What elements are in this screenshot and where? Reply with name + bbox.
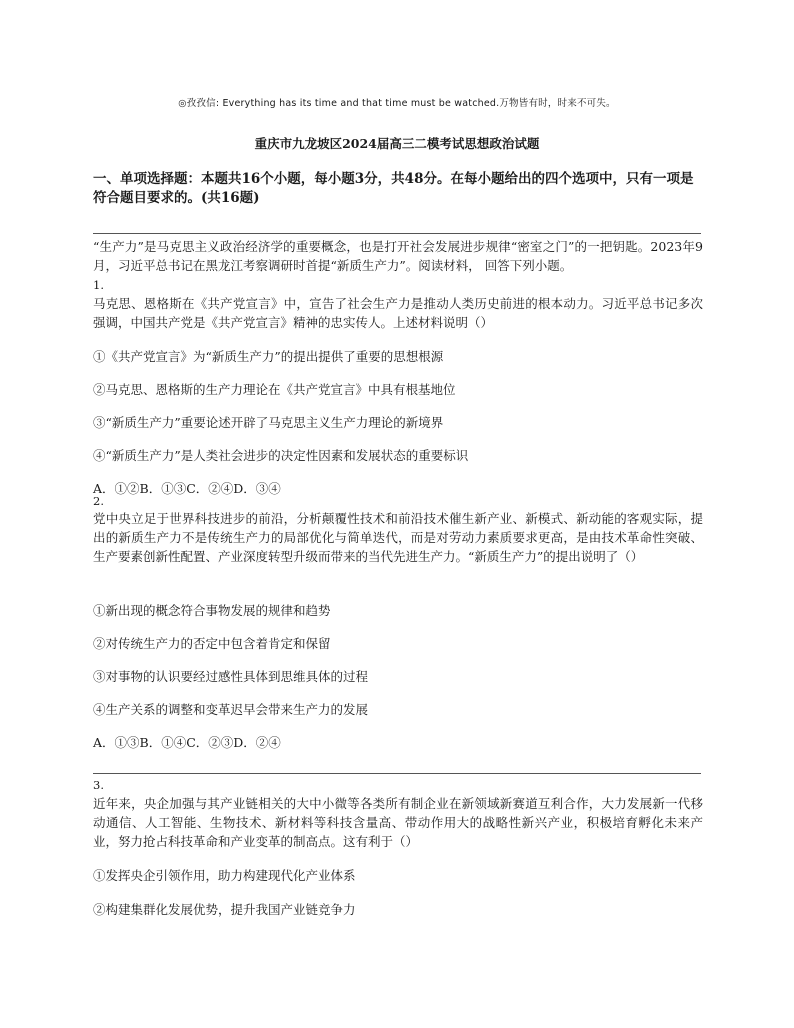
option-item: ②马克思、恩格斯的生产力理论在《共产党宣言》中具有根基地位 — [93, 382, 456, 397]
option-item: ②对传统生产力的否定中包含着肯定和保留 — [93, 636, 331, 651]
option-item: ①新出现的概念符合事物发展的规律和趋势 — [93, 603, 331, 618]
header-motto: ◎孜孜信: Everything has its time and that time must be watched.万物皆有时，时来不可失。 — [178, 98, 616, 109]
option-item: ④生产关系的调整和变革迟早会带来生产力的发展 — [93, 702, 369, 717]
question-stem: 党中央立足于世界科技进步的前沿，分析颠覆性技术和前沿技术催生新产业、新模式、新动能的客观实际，提出的新质生产力不是传统生产力的局部优化与简单迭代，而是对劳动力素质要求更高，是由技术革命性突破、生产要素创新性配置、产业深度转型升级而带来的当代先进生产力。“新质生产力”的提出说明了（） — [93, 511, 703, 564]
option-item: ④“新质生产力”是人类社会进步的决定性因素和发展状态的重要标识 — [93, 448, 469, 463]
question-number: 2. — [93, 494, 104, 508]
question-stem: 马克思、恩格斯在《共产党宣言》中，宣告了社会生产力是推动人类历史前进的根本动力。习近平总书记多次强调，中国共产党是《共产党宣言》精神的忠实传人。上述材料说明（） — [93, 296, 703, 330]
answer-choices: A．①③B．①④C．②③D．②④ — [93, 735, 281, 750]
question-stem: 近年来，央企加强与其产业链相关的大中小微等各类所有制企业在新领域新赛道互利合作，大力发展新一代移动通信、人工智能、生物技术、新材料等科技含量高、带动作用大的战略性新兴产业，积极培育孵化未来产业，努力抢占科技革命和产业变革的制高点。这有利于（） — [93, 796, 703, 849]
divider — [93, 233, 701, 234]
answer-choices: A．①②B．①③C．②④D．③④ — [93, 481, 281, 496]
option-item: ①发挥央企引领作用，助力构建现代化产业体系 — [93, 868, 356, 883]
option-item: ③“新质生产力”重要论述开辟了马克思主义生产力理论的新境界 — [93, 415, 444, 430]
question-number: 1. — [93, 278, 104, 292]
option-item: ②构建集群化发展优势，提升我国产业链竞争力 — [93, 902, 356, 917]
section-heading: 一、单项选择题：本题共16个小题，每小题3分，共48分。在每小题给出的四个选项中，只有一项是符合题目要求的。(共16题) — [93, 171, 694, 206]
option-item: ①《共产党宣言》为“新质生产力”的提出提供了重要的思想根源 — [93, 349, 444, 364]
material-text: “生产力”是马克思主义政治经济学的重要概念，也是打开社会发展进步规律“密室之门”的一把钥匙。2023年9月，习近平总书记在黑龙江考察调研时首提“新质生产力”。阅读材料， 回答下列小题。 — [93, 239, 703, 273]
question-number: 3. — [93, 778, 104, 792]
page-title: 重庆市九龙坡区2024届高三二模考试思想政治试题 — [254, 136, 540, 151]
option-item: ③对事物的认识要经过感性具体到思维具体的过程 — [93, 669, 369, 684]
divider — [93, 773, 701, 774]
